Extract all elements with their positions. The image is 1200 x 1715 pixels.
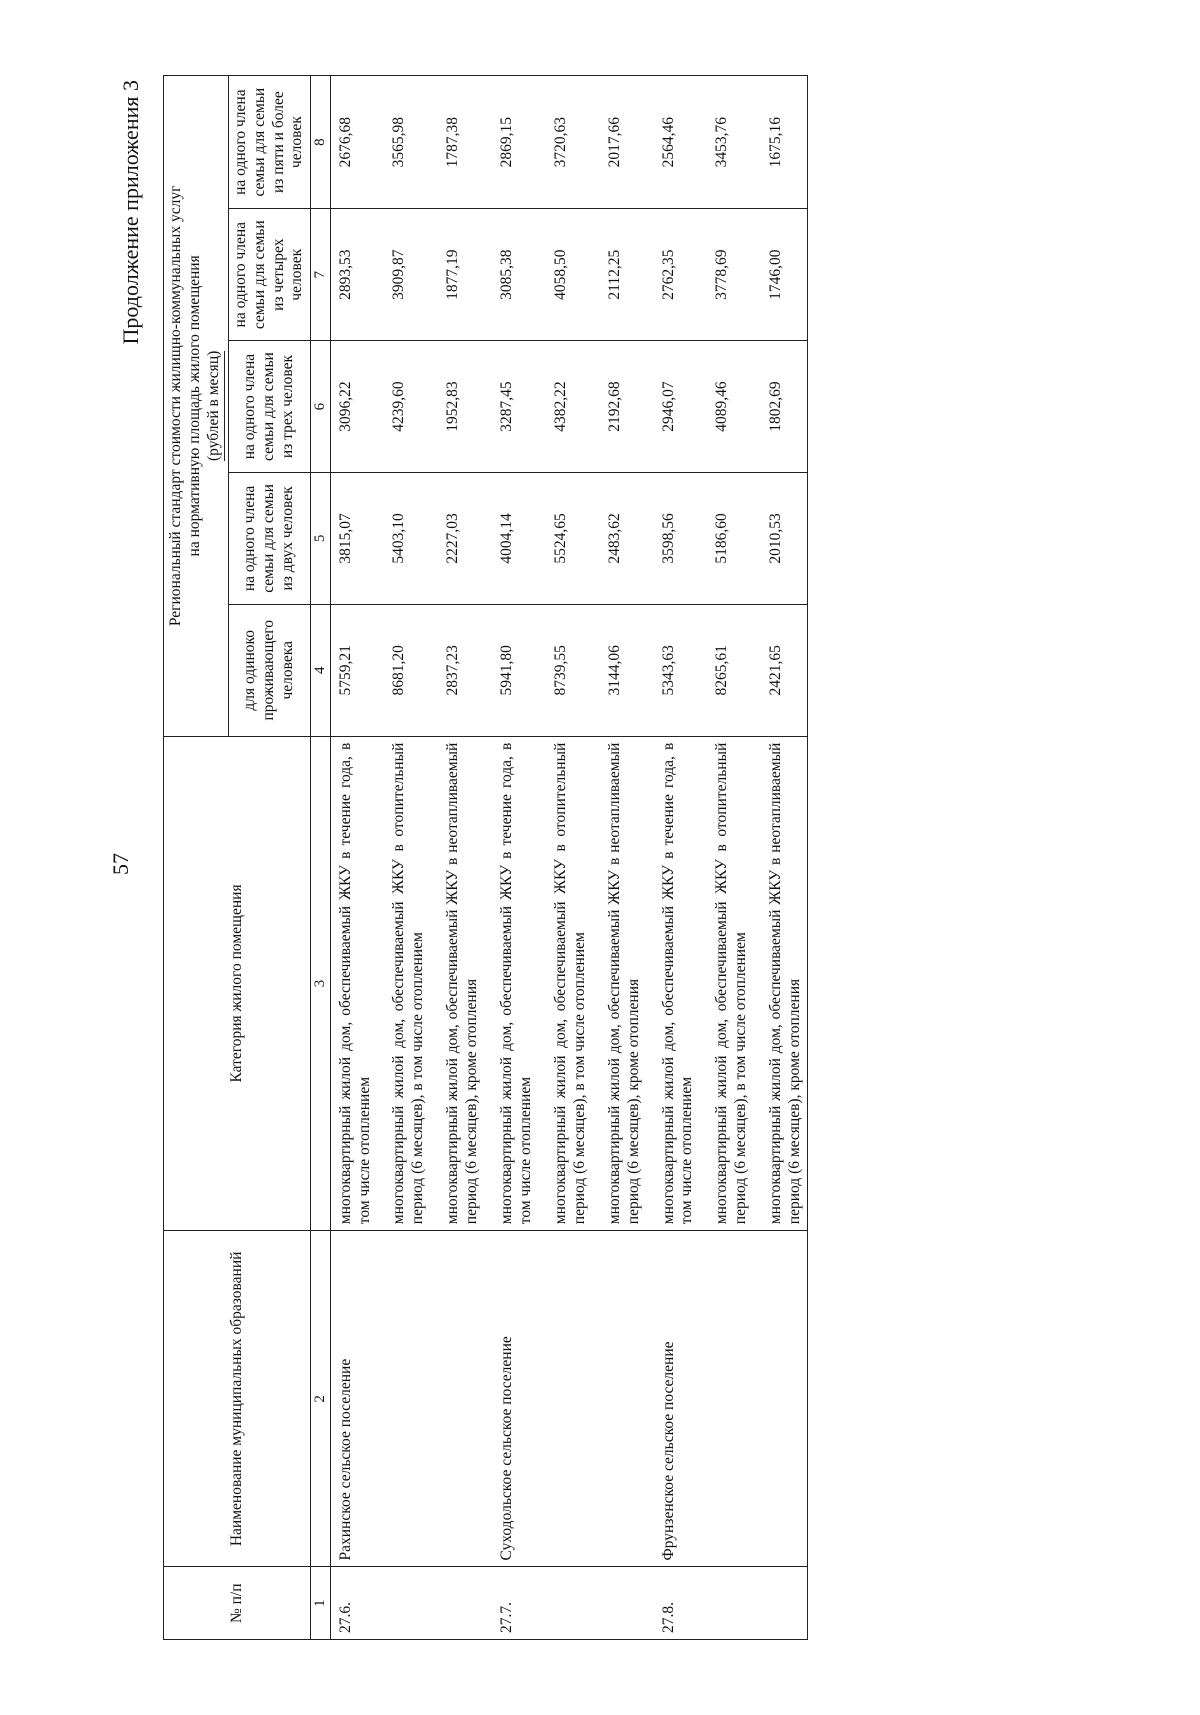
table-row: [753, 76, 807, 1640]
column-number: 5: [311, 472, 330, 604]
row-number: 27.6.: [330, 1567, 376, 1640]
table-row: [699, 76, 753, 1640]
table-row: [538, 76, 592, 1640]
value-cell: 2893,53: [330, 209, 376, 341]
value-cell: 3096,22: [330, 341, 376, 473]
value-cell: 2676,68: [330, 76, 376, 209]
value-cell: 2017,66: [592, 76, 646, 209]
value-cell: 2192,68: [592, 341, 646, 473]
value-cell: 2837,23: [430, 604, 484, 736]
value-cell: 2421,65: [753, 604, 807, 736]
header-family-4: на одного члена семьи для семьи из четырех человек: [228, 209, 311, 341]
column-number: 7: [311, 209, 330, 341]
header-cost-unit: (рублей в месяц): [205, 351, 225, 461]
category-cell: многоквартирный жилой дом, обеспечиваемый ЖКУ в неотапливаемый период (6 месяцев), кроме отопления: [753, 736, 807, 1231]
header-cost-group: [164, 76, 229, 737]
value-cell: 4004,14: [484, 472, 538, 604]
value-cell: 1877,19: [430, 209, 484, 341]
value-cell: 3720,63: [538, 76, 592, 209]
column-number: 8: [311, 76, 330, 209]
value-cell: 1952,83: [430, 341, 484, 473]
value-cell: 8739,55: [538, 604, 592, 736]
category-cell: многоквартирный жилой дом, обеспечиваемый ЖКУ в неотапливаемый период (6 месяцев), кроме отопления: [430, 736, 484, 1231]
table-row: [646, 76, 700, 1640]
housing-cost-table: [163, 75, 808, 1640]
header-family-5plus: на одного члена семьи для семьи из пяти и более человек: [228, 76, 311, 209]
category-cell: многоквартирный жилой дом, обеспечиваемый ЖКУ в течение года, в том числе отоплением: [646, 736, 700, 1231]
header-family-2: на одного члена семьи для семьи из двух человек: [228, 472, 311, 604]
page-number: 57: [108, 853, 133, 875]
value-cell: 3909,87: [376, 209, 430, 341]
column-number: 3: [311, 736, 330, 1231]
table-row: [330, 76, 376, 1640]
header-single: для одиноко проживающего человека: [228, 604, 311, 736]
category-cell: многоквартирный жилой дом, обеспечиваемый ЖКУ в течение года, в том числе отоплением: [484, 736, 538, 1231]
value-cell: 2010,53: [753, 472, 807, 604]
value-cell: 2762,35: [646, 209, 700, 341]
value-cell: 4382,22: [538, 341, 592, 473]
value-cell: 2227,03: [430, 472, 484, 604]
value-cell: 8681,20: [376, 604, 430, 736]
value-cell: 3598,56: [646, 472, 700, 604]
value-cell: 2564,46: [646, 76, 700, 209]
category-cell: многоквартирный жилой дом, обеспечиваемый ЖКУ в отопительный период (6 месяцев), в том числе отоплением: [538, 736, 592, 1231]
category-cell: многоквартирный жилой дом, обеспечиваемый ЖКУ в отопительный период (6 месяцев), в том числе отоплением: [376, 736, 430, 1231]
table-row: [376, 76, 430, 1640]
value-cell: 3778,69: [699, 209, 753, 341]
municipality-name: Фрунзенское сельское поселение: [646, 1231, 700, 1567]
value-cell: 4058,50: [538, 209, 592, 341]
value-cell: 4089,46: [699, 341, 753, 473]
value-cell: 3144,06: [592, 604, 646, 736]
value-cell: 5524,65: [538, 472, 592, 604]
header-no: № п/п: [164, 1567, 311, 1640]
header-family-3: на одного члена семьи для семьи из трех человек: [228, 341, 311, 473]
value-cell: 3453,76: [699, 76, 753, 209]
row-number: 27.8.: [646, 1567, 700, 1640]
table-row: [484, 76, 538, 1640]
value-cell: 1675,16: [753, 76, 807, 209]
value-cell: 5941,80: [484, 604, 538, 736]
value-cell: 2946,07: [646, 341, 700, 473]
table-row: [592, 76, 646, 1640]
header-cost-line1: Региональный стандарт стоимости жилищно-коммунальных услуг: [167, 185, 184, 627]
value-cell: 3815,07: [330, 472, 376, 604]
value-cell: 1746,00: [753, 209, 807, 341]
header-municipality: Наименование муниципальных образований: [164, 1231, 311, 1567]
value-cell: 2112,25: [592, 209, 646, 341]
column-number: 2: [311, 1231, 330, 1567]
value-cell: 5186,60: [699, 472, 753, 604]
value-cell: 3085,38: [484, 209, 538, 341]
column-number: 4: [311, 604, 330, 736]
value-cell: 1787,38: [430, 76, 484, 209]
category-cell: многоквартирный жилой дом, обеспечиваемый ЖКУ в течение года, в том числе отоплением: [330, 736, 376, 1231]
continuation-title: Продолжение приложения 3: [118, 80, 143, 345]
value-cell: 4239,60: [376, 341, 430, 473]
header-cost-line2: на нормативную площадь жилого помещения: [185, 255, 203, 557]
value-cell: 5759,21: [330, 604, 376, 736]
value-cell: 3287,45: [484, 341, 538, 473]
category-cell: многоквартирный жилой дом, обеспечиваемый ЖКУ в неотапливаемый период (6 месяцев), кроме отопления: [592, 736, 646, 1231]
column-number: 6: [311, 341, 330, 473]
row-number: 27.7.: [484, 1567, 538, 1640]
header-category: Категория жилого помещения: [164, 736, 311, 1231]
value-cell: 8265,61: [699, 604, 753, 736]
column-number: 1: [311, 1567, 330, 1640]
value-cell: 5343,63: [646, 604, 700, 736]
value-cell: 1802,69: [753, 341, 807, 473]
table-row: [430, 76, 484, 1640]
value-cell: 3565,98: [376, 76, 430, 209]
municipality-name: Рахинское сельское поселение: [330, 1231, 376, 1567]
value-cell: 2483,62: [592, 472, 646, 604]
category-cell: многоквартирный жилой дом, обеспечиваемый ЖКУ в отопительный период (6 месяцев), в том числе отоплением: [699, 736, 753, 1231]
value-cell: 2869,15: [484, 76, 538, 209]
value-cell: 5403,10: [376, 472, 430, 604]
municipality-name: Суходольское сельское поселение: [484, 1231, 538, 1567]
